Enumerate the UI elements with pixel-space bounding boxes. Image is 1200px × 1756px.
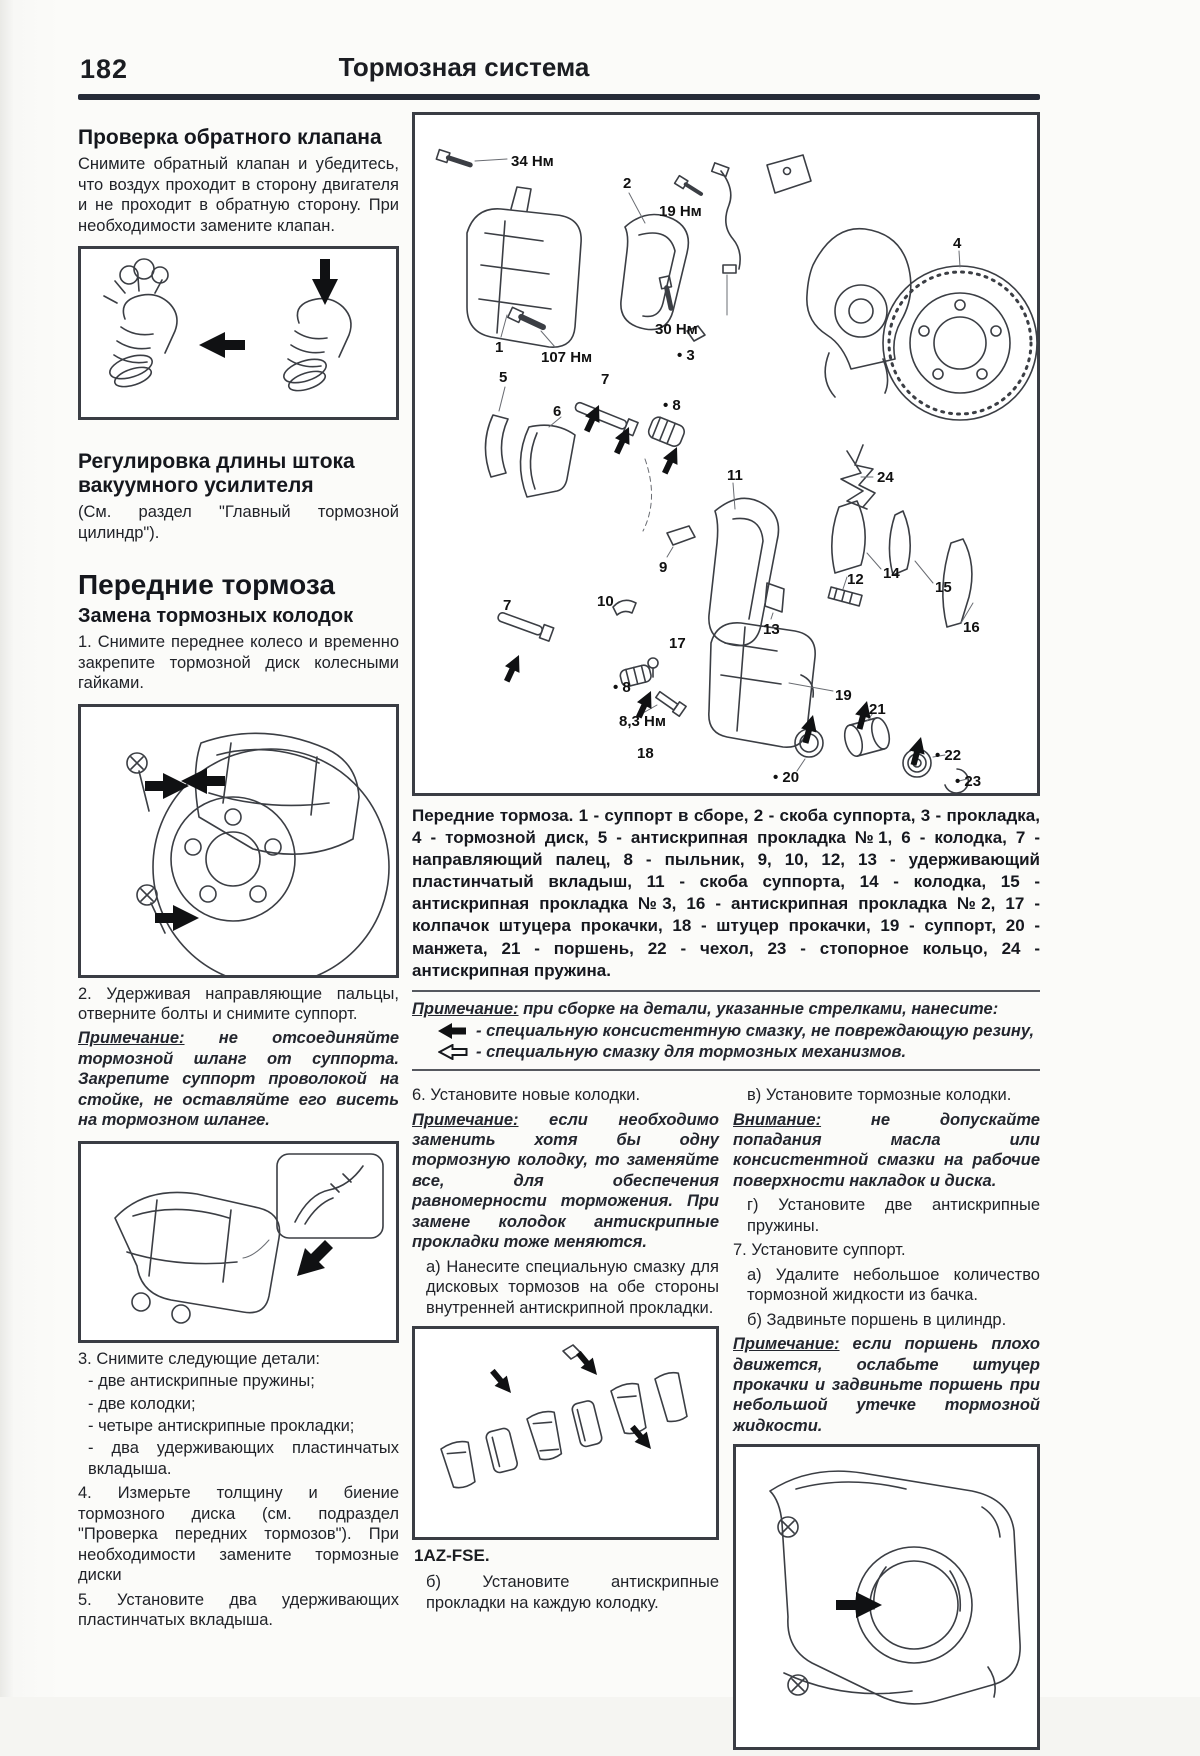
diagram-part-label: 13 — [763, 621, 780, 638]
pads-exploded-figure — [412, 1326, 719, 1540]
diagram-part-label: • 23 — [955, 773, 982, 790]
diagram-labels-layer — [415, 115, 1037, 793]
diagram-part-label: 5 — [499, 369, 508, 386]
filled-left-arrow-icon — [438, 1023, 468, 1039]
piston-bore-figure — [733, 1444, 1040, 1750]
middle-text-column — [412, 1081, 719, 1756]
step-3-item: - четыре антискрипные прокладки; — [88, 1417, 355, 1436]
right-text-column — [733, 1081, 1040, 1756]
step-3-block — [78, 1349, 399, 1480]
diagram-part-label: 14 — [883, 565, 900, 582]
item-b-mid: б) Установите антискрипные прокладки на каждую колодку. — [426, 1573, 719, 1612]
warning-note: Внимание: не допускайте попадания масла или консистентной смазки на рабочие поверхности накладок и диска. — [733, 1110, 1040, 1190]
step-4: 4. Измерьте толщину и биение тормозного диска (см. подраздел "Проверка передних тормозов"). При необходимости замените тормозные диски — [78, 1484, 399, 1585]
bolt-arrow-icon — [181, 768, 225, 794]
caliper-mounted-figure — [78, 704, 399, 978]
diagram-part-label: 19 Нм — [659, 203, 702, 220]
diagram-part-label: 4 — [953, 235, 962, 252]
section-heading-check-valve: Проверка обратного клапана — [78, 126, 382, 149]
check-valve-figure — [78, 246, 399, 420]
step-2: 2. Удерживая направляющие пальцы, отверните болты и снимите суппорт. — [78, 984, 399, 1023]
assembly-note-item — [412, 1021, 1040, 1041]
diagram-part-label: 19 — [835, 687, 852, 704]
diagram-part-label: 15 — [935, 579, 952, 596]
assembly-note-item — [412, 1042, 1040, 1062]
item-g: г) Установите две антискрипные пружины. — [747, 1196, 1040, 1235]
diagram-part-label: 6 — [553, 403, 562, 420]
item-v: в) Установите тормозные колодки. — [747, 1086, 1012, 1105]
outline-left-arrow-icon — [438, 1044, 468, 1060]
diagram-part-label: 24 — [877, 469, 894, 486]
assembly-note-block — [412, 990, 1040, 1071]
header-rule — [78, 94, 1040, 100]
step-3-item: - две колодки; — [88, 1394, 196, 1413]
piston-bore-drawing — [736, 1447, 1037, 1747]
diagram-caption: Передние тормоза. 1 - суппорт в сборе, 2 - скоба суппорта, 3 - прокладка, 4 - тормозной диск, 5 - антискрипная прокладка №1, 6 - колодка, 7 - направляющий палец, 8 - пыльник, 9, 10, 12, 13 - удерживающий пластинчатый вкладыш, 11 - скоба суппорта, 14 - колодка, 15 - антискрипная прокладка №3, 16 - антискрипная прокладка №2, 17 - колпачок штуцера прокачки, 18 - штуцер прокачки, 19 - суппорт, 20 - манжета, 21 - поршень, 22 - чехол, 23 - стопорное кольцо, 24 - антискрипная пружина. — [412, 806, 1040, 980]
caliper-removal-figure — [78, 1141, 399, 1343]
diagram-part-label: 107 Нм — [541, 349, 593, 366]
step-3-item: - две антискрипные пружины; — [88, 1372, 315, 1391]
item-a-mid: а) Нанесите специальную смазку для дисковых тормозов на обе стороны внутренней антискрипной прокладки. — [426, 1257, 719, 1317]
diagram-part-label: • 8 — [663, 397, 681, 414]
down-flow-arrow-icon — [312, 259, 338, 305]
step-1: 1. Снимите переднее колесо и временно закрепите тормозной диск колесными гайками. — [78, 633, 399, 693]
note-replace-all: Примечание: если необходимо заменить хотя бы одну тормозную колодку, то заменяйте все, для обеспечения равномерности торможения. При замене колодок антискрипные прокладки тоже меняются. — [412, 1110, 719, 1252]
diagram-part-label: • 3 — [677, 347, 695, 364]
bolt-arrow-icon — [145, 773, 189, 799]
right-column — [412, 112, 1040, 1756]
step-6: 6. Установите новые колодки. — [412, 1086, 641, 1105]
page-header — [78, 48, 1040, 94]
diagram-part-label: 18 — [637, 745, 654, 762]
diagram-part-label: 7 — [503, 597, 512, 614]
diagram-part-label: • 8 — [613, 679, 631, 696]
pads-exploded-drawing — [415, 1329, 716, 1537]
item-b-right: б) Задвиньте поршень в цилиндр. — [747, 1310, 1007, 1329]
diagram-part-label: 21 — [869, 701, 886, 718]
diagram-part-label: 9 — [659, 559, 668, 576]
exploded-diagram-figure — [412, 112, 1040, 796]
note-label: Примечание: — [78, 1029, 185, 1048]
diagram-part-label: 30 Нм — [655, 321, 698, 338]
diagram-part-label: 11 — [727, 467, 743, 484]
diagram-part-label: 8,3 Нм — [619, 713, 666, 730]
left-flow-arrow-icon — [199, 332, 245, 358]
diagram-part-label: 1 — [495, 339, 504, 356]
pad-replacement-subheading: Замена тормозных колодок — [78, 605, 354, 628]
check-valve-drawing — [81, 249, 396, 417]
check-valve-text: Снимите обратный клапан и убедитесь, что воздух проходит в сторону двигателя и не проходит в обратную сторону. При необходимости замените клапан. — [78, 155, 399, 235]
caliper-mounted-drawing — [81, 707, 396, 975]
diagram-part-label: 2 — [623, 175, 632, 192]
booster-rod-text: (См. раздел "Главный тормозной цилиндр"). — [78, 503, 399, 542]
diagram-part-label: 7 — [601, 371, 610, 388]
step-3: 3. Снимите следующие детали: — [78, 1349, 321, 1368]
caliper-removal-drawing — [81, 1144, 396, 1340]
assembly-note-title: Примечание: при сборке на детали, указанные стрелками, нанесите: — [412, 999, 999, 1018]
note-hose: Примечание: не отсоединяйте тормозной шланг от суппорта. Закрепите суппорт проволокой на стойке, не оставляйте его висеть на тормозном шланге. — [78, 1029, 399, 1130]
assembly-note-item-text: - специальную консистентную смазку, не повреждающую резину, — [476, 1022, 1035, 1041]
note-piston: Примечание: если поршень плохо движется, ослабьте штуцер прокачки и задвиньте поршень при небольшой утечке тормозной жидкости. — [733, 1335, 1040, 1435]
step-5: 5. Установите два удерживающих пластинчатых вкладыша. — [78, 1590, 399, 1630]
diagram-part-label: 17 — [669, 635, 686, 652]
front-brakes-heading: Передние тормоза — [78, 569, 336, 601]
left-column — [78, 112, 399, 1756]
diagram-part-label: • 22 — [935, 747, 962, 764]
diagram-part-label: 16 — [963, 619, 980, 636]
page-title: Тормозная система — [338, 52, 590, 82]
diagram-part-label: 10 — [597, 593, 614, 610]
hang-arrow-icon — [297, 1240, 333, 1276]
diagram-part-label: 34 Нм — [511, 153, 554, 170]
step-3-item: - два удерживающих пластинчатых вкладыша. — [88, 1439, 399, 1478]
item-a-right: а) Удалите небольшое количество тормозной жидкости из бачка. — [747, 1265, 1040, 1305]
diagram-part-label: 12 — [847, 571, 864, 588]
page-number: 182 — [80, 54, 129, 84]
step-7: 7. Установите суппорт. — [733, 1241, 906, 1260]
assembly-note-item-text: - специальную смазку для тормозных механизмов. — [476, 1042, 907, 1061]
section-heading-booster-rod: Регулировка длины штока вакуумного усилителя — [78, 449, 355, 498]
diagram-part-label: • 20 — [773, 769, 800, 786]
engine-code-label: 1AZ-FSE. — [414, 1546, 490, 1566]
